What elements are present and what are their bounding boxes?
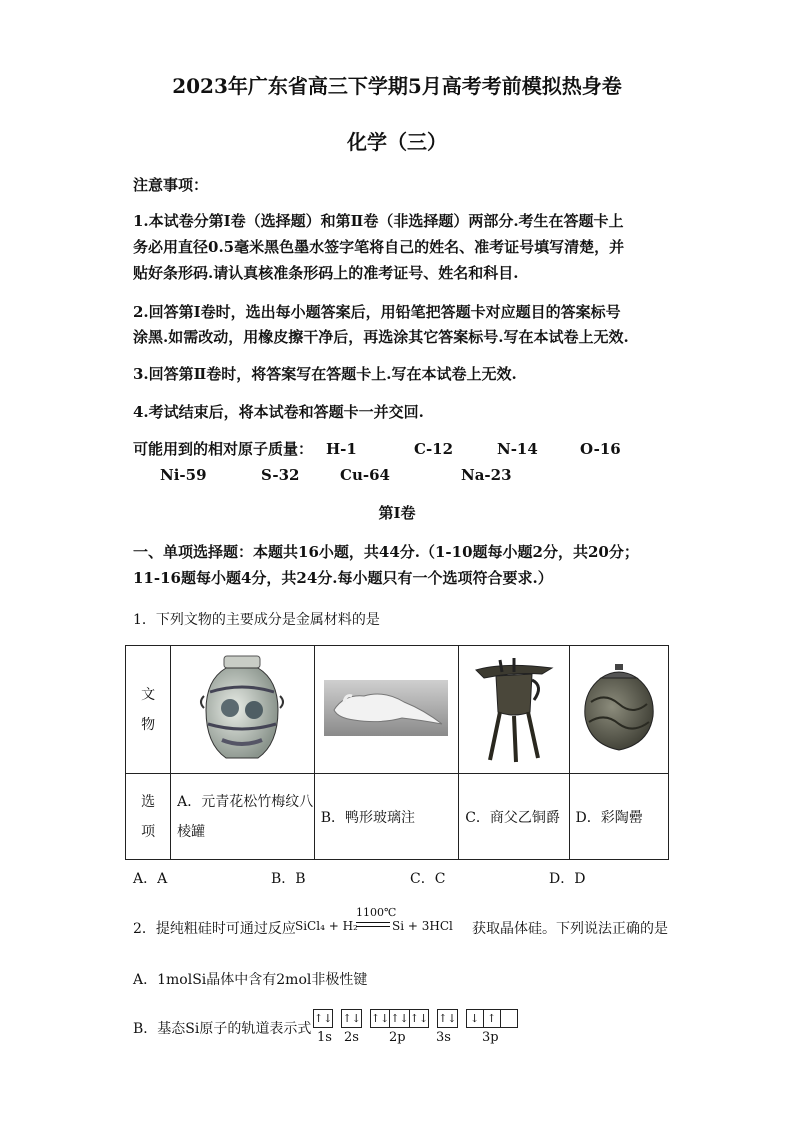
mass-s: S-32 <box>261 466 300 484</box>
orbital-label-3p: 3p <box>482 1030 499 1045</box>
note-4: 4.考试结束后，将本试卷和答题卡一并交回. <box>133 403 424 421</box>
section-title: 第Ⅰ卷 <box>378 504 416 522</box>
relic-image-d <box>569 646 669 774</box>
orbital-2p: ↑↓ ↑↓ ↑↓ <box>370 1009 429 1028</box>
q1-stem: 1．下列文物的主要成分是金属材料的是 <box>133 612 380 628</box>
note-1-line-2: 务必用直径0.5毫米黑色墨水签字笔将自己的姓名、准考证号填写清楚，并 <box>133 238 625 256</box>
note-3: 3.回答第Ⅱ卷时，将答案写在答题卡上.写在本试卷上无效. <box>133 365 517 383</box>
orbital-1s: ↑↓ <box>313 1009 333 1028</box>
orbital-3s: ↑↓ <box>437 1009 457 1028</box>
option-row-label: 选 项 <box>126 774 171 860</box>
relic-image-b <box>314 646 458 774</box>
option-a-line-1: A．元青花松竹梅纹八 <box>177 793 314 810</box>
masses-label: 可能用到的相对原子质量： <box>133 440 314 458</box>
mass-na: Na-23 <box>461 466 512 484</box>
orbital-2s: ↑↓ <box>341 1009 361 1028</box>
mass-o: O-16 <box>580 440 621 458</box>
q2-stem-prefix: 2．提纯粗硅时可通过反应 <box>133 921 296 937</box>
glass-duck-vessel-image <box>324 680 448 736</box>
orbital-label-2s: 2s <box>344 1030 359 1045</box>
orbital-diagram <box>313 1008 518 1028</box>
section-intro-line-2: 11-16题每小题4分，共24分.每小题只有一个选项符合要求.） <box>133 569 553 587</box>
mass-h: H-1 <box>326 440 357 458</box>
q2-stem-suffix: 获取晶体硅。下列说法正确的是 <box>472 921 668 937</box>
note-2-line-1: 2.回答第Ⅰ卷时，选出每小题答案后，用铅笔把答题卡对应题目的答案标号 <box>133 303 621 321</box>
mass-ni: Ni-59 <box>160 466 207 484</box>
note-2-line-2: 涂黑.如需改动，用橡皮擦干净后，再选涂其它答案标号.写在本试卷上无效. <box>133 328 629 346</box>
orbital-label-1s: 1s <box>317 1030 332 1045</box>
q2-products: Si + 3HCl <box>392 919 453 933</box>
q2-option-b-prefix: B．基态Si原子的轨道表示式 <box>133 1021 312 1037</box>
porcelain-jar-image <box>196 652 288 764</box>
option-cell-d: D．彩陶罍 <box>569 774 669 860</box>
orbital-label-2p: 2p <box>389 1030 406 1045</box>
relic-image-a <box>171 646 315 774</box>
option-cell-b: B．鸭形玻璃注 <box>314 774 458 860</box>
notes-heading: 注意事项： <box>133 176 209 194</box>
q1-answer-b: B．B <box>271 871 306 887</box>
orbital-label-3s: 3s <box>436 1030 451 1045</box>
painted-pottery-lei-image <box>579 662 659 754</box>
option-cell-c: C．商父乙铜爵 <box>459 774 569 860</box>
mass-c: C-12 <box>414 440 454 458</box>
option-cell-a <box>171 774 315 860</box>
option-a-line-2: 棱罐 <box>177 823 206 840</box>
mass-cu: Cu-64 <box>340 466 390 484</box>
q2-reactants: SiCl₄ + H₂ <box>295 919 358 933</box>
bronze-jue-image <box>472 652 556 764</box>
q2-equals-sign <box>356 922 390 927</box>
note-1-line-1: 1.本试卷分第Ⅰ卷（选择题）和第Ⅱ卷（非选择题）两部分.考生在答题卡上 <box>133 212 624 230</box>
exam-title: 2023年广东省高三下学期5月高考考前模拟热身卷 <box>172 74 622 98</box>
q2-condition: 1100℃ <box>356 906 397 919</box>
note-1-line-3: 贴好条形码.请认真核准条形码上的准考证号、姓名和科目. <box>133 264 519 282</box>
q1-answer-d: D．D <box>549 871 586 887</box>
relic-row-label: 文 物 <box>126 646 171 774</box>
q1-answer-c: C．C <box>410 871 446 887</box>
relics-table <box>125 645 669 860</box>
exam-subtitle: 化学（三） <box>347 130 447 154</box>
q1-answer-a: A．A <box>133 871 168 887</box>
mass-n: N-14 <box>497 440 538 458</box>
orbital-3p: ↓ ↑ <box>466 1009 518 1028</box>
relic-image-c <box>459 646 569 774</box>
q2-option-a: A．1molSi晶体中含有2mol非极性键 <box>133 972 368 988</box>
section-intro-line-1: 一、单项选择题：本题共16小题，共44分.（1-10题每小题2分，共20分； <box>133 543 639 561</box>
